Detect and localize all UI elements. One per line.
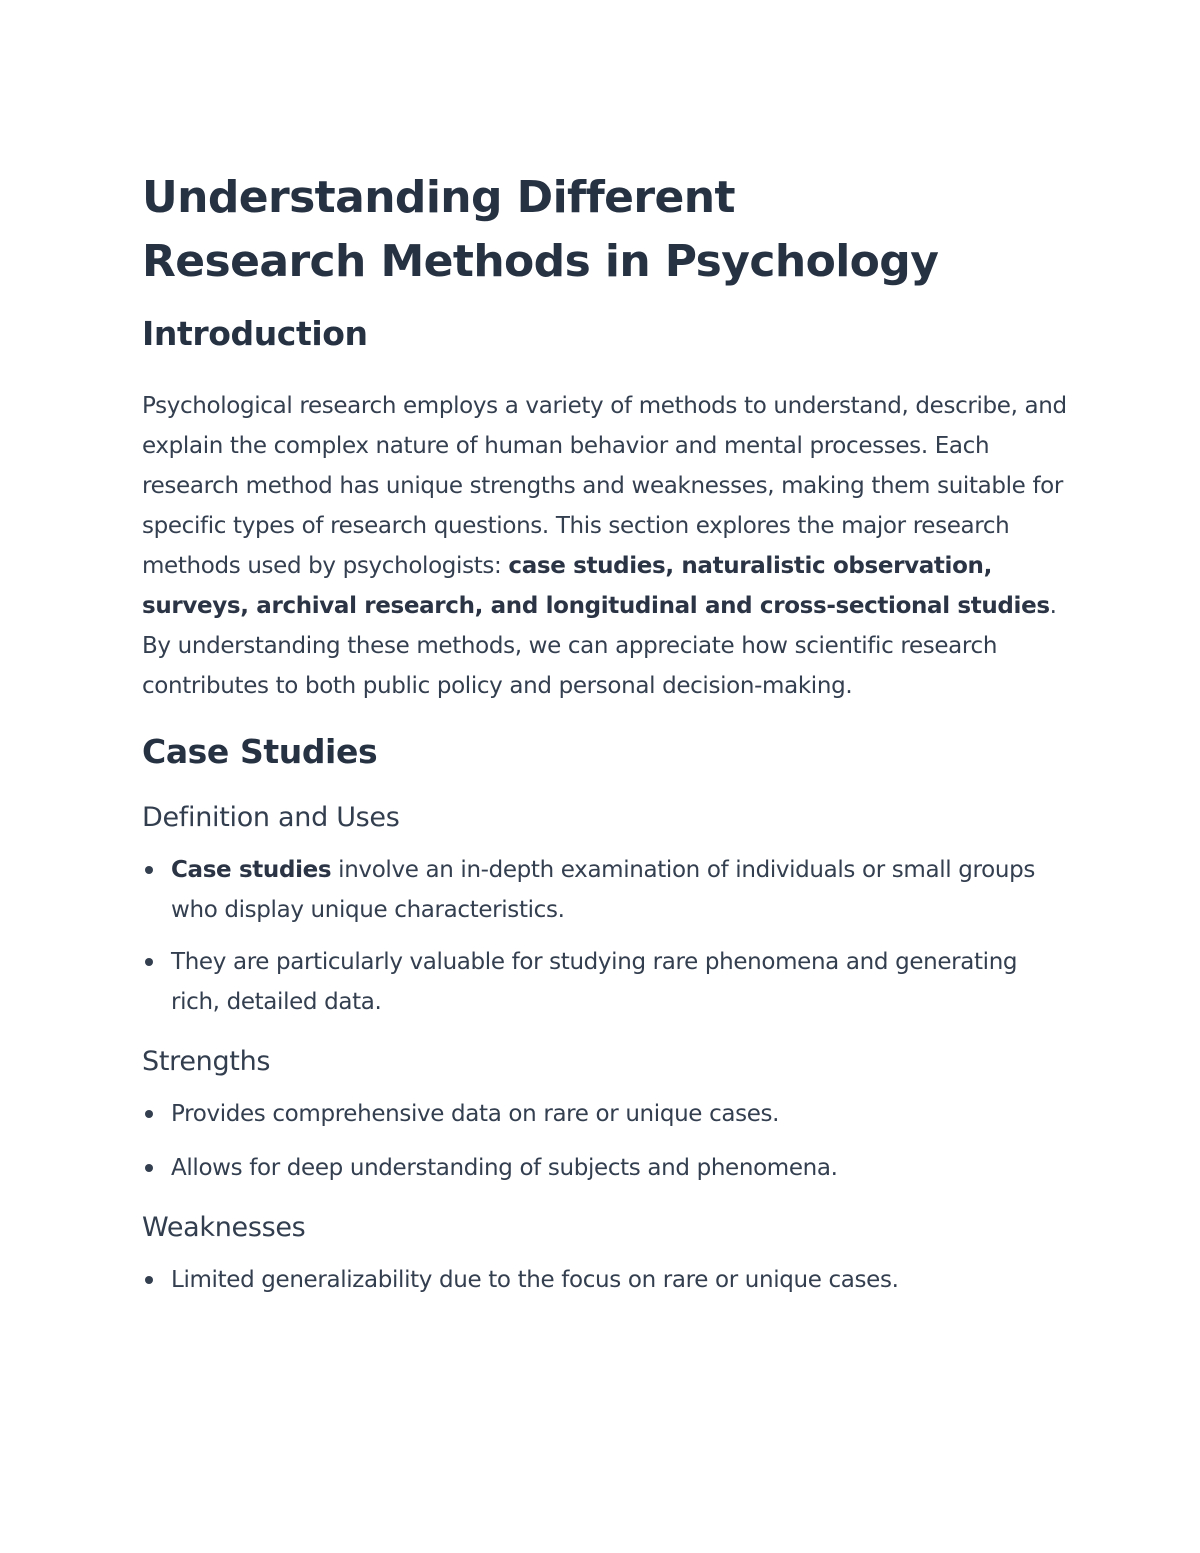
- definition-text: involve an in-depth examination of individuals or small groups who display unique characteristics.: [171, 857, 1035, 923]
- intro-paragraph: [142, 386, 1072, 706]
- intro-text-after: . By understanding these methods, we can appreciate how scientific research contributes to both public policy and personal decision-making.: [142, 593, 1057, 699]
- list-item: [142, 1094, 1072, 1134]
- strengths-list: [142, 1094, 1072, 1188]
- definition-list: [142, 850, 1072, 1022]
- list-item-text: They are particularly valuable for studying rare phenomena and generating rich, detailed data.: [171, 949, 1018, 1015]
- weaknesses-list: [142, 1260, 1072, 1300]
- bullet-icon: [145, 1164, 153, 1172]
- list-item: [142, 850, 1072, 930]
- bullet-icon: [145, 866, 153, 874]
- list-item: [142, 942, 1072, 1022]
- bullet-icon: [145, 1276, 153, 1284]
- list-item-text: Provides comprehensive data on rare or unique cases.: [171, 1101, 780, 1127]
- intro-text-bold: case studies, naturalistic observation, surveys, archival research, and longitudinal and cross-sectional studies: [142, 553, 1050, 619]
- bullet-icon: [145, 958, 153, 966]
- case-studies-heading: Case Studies: [142, 732, 378, 771]
- list-item-text: Allows for deep understanding of subjects and phenomena.: [171, 1155, 838, 1181]
- document-page: [142, 166, 1072, 1300]
- list-item-text: Limited generalizability due to the focus on rare or unique cases.: [171, 1267, 899, 1293]
- list-item: [142, 1260, 1072, 1300]
- bullet-icon: [145, 1110, 153, 1118]
- weaknesses-heading: Weaknesses: [142, 1212, 306, 1243]
- page-title: Understanding Different Research Methods in Psychology: [142, 172, 939, 287]
- definition-heading: Definition and Uses: [142, 802, 400, 833]
- strengths-heading: Strengths: [142, 1046, 271, 1077]
- intro-heading: Introduction: [142, 314, 368, 353]
- definition-term: Case studies: [171, 857, 332, 883]
- intro-text-before: Psychological research employs a variety of methods to understand, describe, and explain the complex nature of human behavior and mental processes. Each research method has unique strengths and weaknesses, making them suitable for specific types of research questions. This section explores the major research methods used by psychologists:: [142, 393, 1067, 579]
- list-item: [142, 1148, 1072, 1188]
